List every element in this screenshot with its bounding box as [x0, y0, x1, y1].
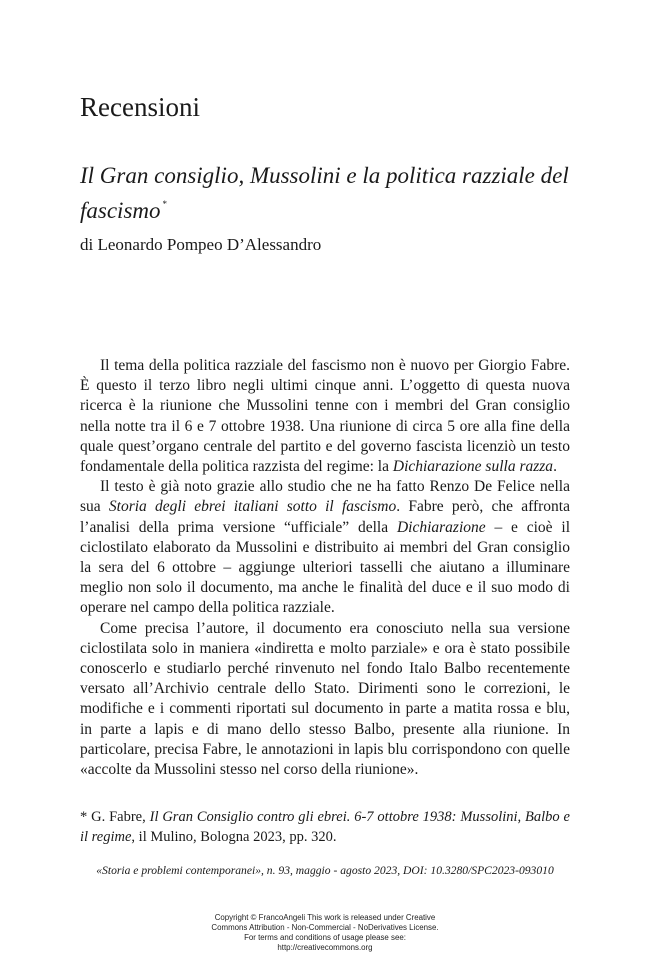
text-run: Il tema della politica razziale del fascismo non è nuovo per Giorgio Fabre. È questo il terzo libro negli ultimi cinque anni. L’oggetto di questa nuova ricerca è la riunione che Mussolini tenne con i membri del Gran consiglio nella notte tra il 6 e 7 ottobre 1938. Una riunione di circa 5 ore alla fine della quale quest’organo centrale del partito e del governo fascista licenziò un testo fondamentale della politica razzista del regime: la	[80, 357, 570, 476]
license-notice	[0, 913, 650, 953]
text-run: * G. Fabre,	[80, 809, 150, 825]
italic-text-run: Il Gran Consiglio contro gli ebrei. 6-7 ottobre 1938: Mussolini, Balbo e il regime	[80, 809, 570, 845]
text-run: Come precisa l’autore, il documento era conosciuto nella sua versione ciclostilata solo in maniera «indiretta e molto parziale» e ora è stato possibile conoscerlo e studiarlo perché rinvenuto nel fondo Italo Balbo recentemente versato all’Archivio centrale dello Stato. Dirimenti sono le correzioni, le modifiche e i commenti riportati sul documento in parte a matita rossa e blu, in parte a lapis e di mano dello stesso Balbo, presente alla riunione. In particolare, precisa Fabre, le annotazioni in lapis blu corrispondono con quelle «accolte da Mussolini stesso nel corso della riunione».	[80, 619, 570, 779]
italic-text-run: Dichiarazione sulla razza	[392, 458, 554, 476]
license-line: For terms and conditions of usage please see:	[244, 933, 406, 942]
author-byline: di Leonardo Pompeo D’Alessandro	[80, 235, 322, 254]
text-run: . Fabre però, che affronta l’analisi della prima versione “ufficiale” della	[80, 498, 570, 536]
italic-text-run: Storia degli ebrei italiani sotto il fascismo	[108, 498, 397, 516]
body-paragraph	[80, 356, 570, 477]
article-title	[80, 162, 580, 225]
footnote	[80, 807, 570, 847]
license-line: Copyright © FrancoAngeli This work is released under Creative	[214, 913, 436, 922]
italic-text-run: Dichiarazione	[396, 518, 486, 536]
text-run: .	[553, 458, 557, 476]
journal-citation-line: «Storia e problemi contemporanei», n. 93, maggio - agosto 2023, DOI: 10.3280/SPC2023-093010	[96, 864, 554, 877]
title-footnote-mark[interactable]: *	[162, 199, 167, 209]
text-run: – e cioè il ciclostilato elaborato da Mussolini e distribuito ai membri del Gran consiglio la sera del 6 ottobre – aggiunge ulteriori tasselli che aiutano a illuminare meglio non solo il documento, ma anche le finalità del duce e il suo modo di operare nel campo della politica razziale.	[80, 518, 571, 617]
section-heading: Recensioni	[80, 92, 200, 122]
body-paragraph	[80, 619, 570, 781]
body-paragraph	[80, 477, 570, 618]
license-link[interactable]: http://creativecommons.org	[277, 943, 373, 952]
text-run: , il Mulino, Bologna 2023, pp. 320.	[131, 829, 337, 845]
article-title-text: Il Gran consiglio, Mussolini e la politica razziale del fascismo	[80, 163, 569, 223]
text-run: Il testo è già noto grazie allo studio che ne ha fatto Renzo De Felice nella sua	[80, 478, 570, 516]
license-line: Commons Attribution - Non-Commercial - NoDerivatives License.	[211, 923, 439, 932]
review-body	[80, 356, 570, 780]
